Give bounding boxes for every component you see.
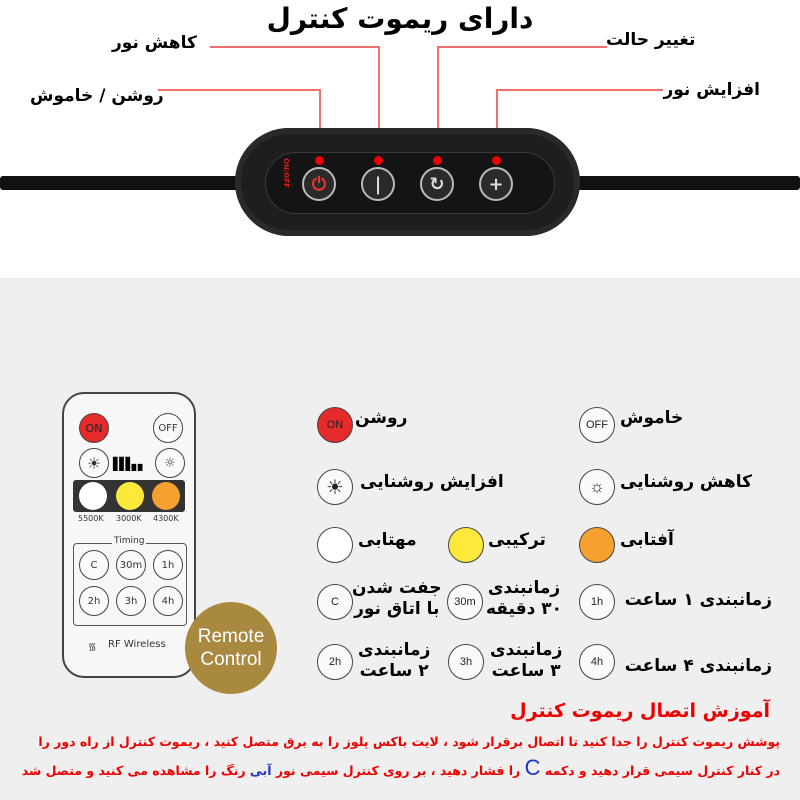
legend-h2-label (358, 640, 430, 682)
text: رنگ را مشاهده می کنید و متصل شد (21, 763, 246, 778)
legend-off-label: خاموش (620, 408, 684, 428)
brightness-up-button[interactable]: + (479, 167, 513, 201)
temp-label: 3000K (116, 514, 142, 523)
remote-timing-button[interactable]: 30m (116, 550, 146, 580)
legend-on-label: روشن (355, 408, 408, 428)
label-line: ۲ ساعت (359, 661, 429, 681)
remote-timing-button[interactable]: 4h (153, 586, 183, 616)
callout-line (158, 89, 320, 91)
remote-control-badge (185, 602, 277, 694)
legend-h3-button: 3h (448, 644, 484, 680)
legend-mixed-button (448, 527, 484, 563)
legend-m30-label (486, 578, 562, 620)
label-line: ۳ ساعت (491, 661, 561, 681)
remote-brightness-down-icon[interactable]: ☼ (155, 448, 185, 478)
marker-dot (433, 156, 442, 165)
legend-h4-button: 4h (579, 644, 615, 680)
remote-timing-button[interactable]: C (79, 550, 109, 580)
mixed-light-button[interactable] (116, 482, 144, 510)
power-button[interactable]: ⏻ (302, 167, 336, 201)
legend-off-button: OFF (579, 407, 615, 443)
remote-timing-button[interactable]: 3h (116, 586, 146, 616)
legend-bright_down-button: ☼ (579, 469, 615, 505)
callout-bright: افزایش نور (663, 80, 760, 100)
legend-white-button (317, 527, 353, 563)
white-light-button[interactable] (79, 482, 107, 510)
legend-c-label (352, 578, 441, 620)
badge-line: Remote (197, 626, 265, 647)
legend-warm-label: آفتابی (620, 530, 674, 550)
badge-line: Control (200, 649, 262, 670)
onoff-label: ON/OFF (282, 158, 290, 188)
callout-line (210, 46, 380, 48)
text: را فشار دهید ، بر روی کنترل سیمی نور (275, 763, 521, 778)
legend-h2-button: 2h (317, 644, 353, 680)
marker-dot (315, 156, 324, 165)
remote-timing-button[interactable]: 2h (79, 586, 109, 616)
callout-mode: تغییر حالت (606, 30, 696, 50)
remote-on-button[interactable]: ON (79, 413, 109, 443)
legend-bright_down-label: کاهش روشنایی (620, 472, 752, 492)
legend-h3-label (490, 640, 562, 682)
marker-dot (492, 156, 501, 165)
blue-word: آبی (249, 763, 272, 778)
label-line: زمانبندی (490, 640, 563, 660)
legend-h1-button: 1h (579, 584, 615, 620)
callout-dim: کاهش نور (112, 33, 197, 53)
legend-m30-button: 30m (447, 584, 483, 620)
callout-line (437, 46, 607, 48)
rf-wireless-label: RF Wireless (108, 639, 166, 650)
timing-label: Timing (114, 536, 145, 546)
label-line: ۳۰ دقیقه (486, 599, 563, 619)
page-title: دارای ریموت کنترل (266, 2, 534, 35)
label-line: جفت شدن (352, 578, 442, 598)
legend-bright_up-button: ☀ (317, 469, 353, 505)
text: در کنار کنترل سیمی قرار دهید و دکمه (544, 763, 780, 778)
legend-h1-label: زمانبندی ۱ ساعت (624, 590, 772, 610)
legend-white-label: مهتابی (358, 530, 417, 550)
label-line: با اتاق نور (354, 599, 440, 619)
marker-dot (374, 156, 383, 165)
legend-on-button: ON (317, 407, 353, 443)
remote-timing-button[interactable]: 1h (153, 550, 183, 580)
wifi-icon: ᯾ (88, 642, 97, 653)
remote-off-button[interactable]: OFF (153, 413, 183, 443)
legend-h4-label: زمانبندی ۴ ساعت (624, 656, 772, 676)
label-line: زمانبندی (487, 578, 561, 598)
instructions-line-2 (15, 755, 780, 780)
temp-label: 4300K (153, 514, 179, 523)
legend-bright_up-label: افزایش روشنایی (360, 472, 504, 492)
instructions-line-1: پوشش ریموت کنترل را جدا کنید تا اتصال برقرار شود ، لایت باکس پلوز را به برق متصل کنید ، ریموت کنترل از راه دور را (38, 734, 780, 749)
warm-light-button[interactable] (152, 482, 180, 510)
legend-mixed-label: ترکیبی (488, 530, 546, 550)
legend-warm-button (579, 527, 615, 563)
callout-power: روشن / خاموش (30, 86, 164, 106)
c-glyph: C (524, 755, 541, 780)
legend-c-button: C (317, 584, 353, 620)
brightness-level-icon: ▌▌▌▖▖ (113, 457, 145, 471)
temp-label: 5500K (78, 514, 104, 523)
label-line: زمانبندی (358, 640, 431, 660)
remote-brightness-up-icon[interactable]: ☀ (79, 448, 109, 478)
mode-button[interactable]: ↻ (420, 167, 454, 201)
callout-line (496, 89, 663, 91)
dim-button[interactable]: | (361, 167, 395, 201)
instructions-title: آموزش اتصال ریموت کنترل (510, 700, 770, 722)
